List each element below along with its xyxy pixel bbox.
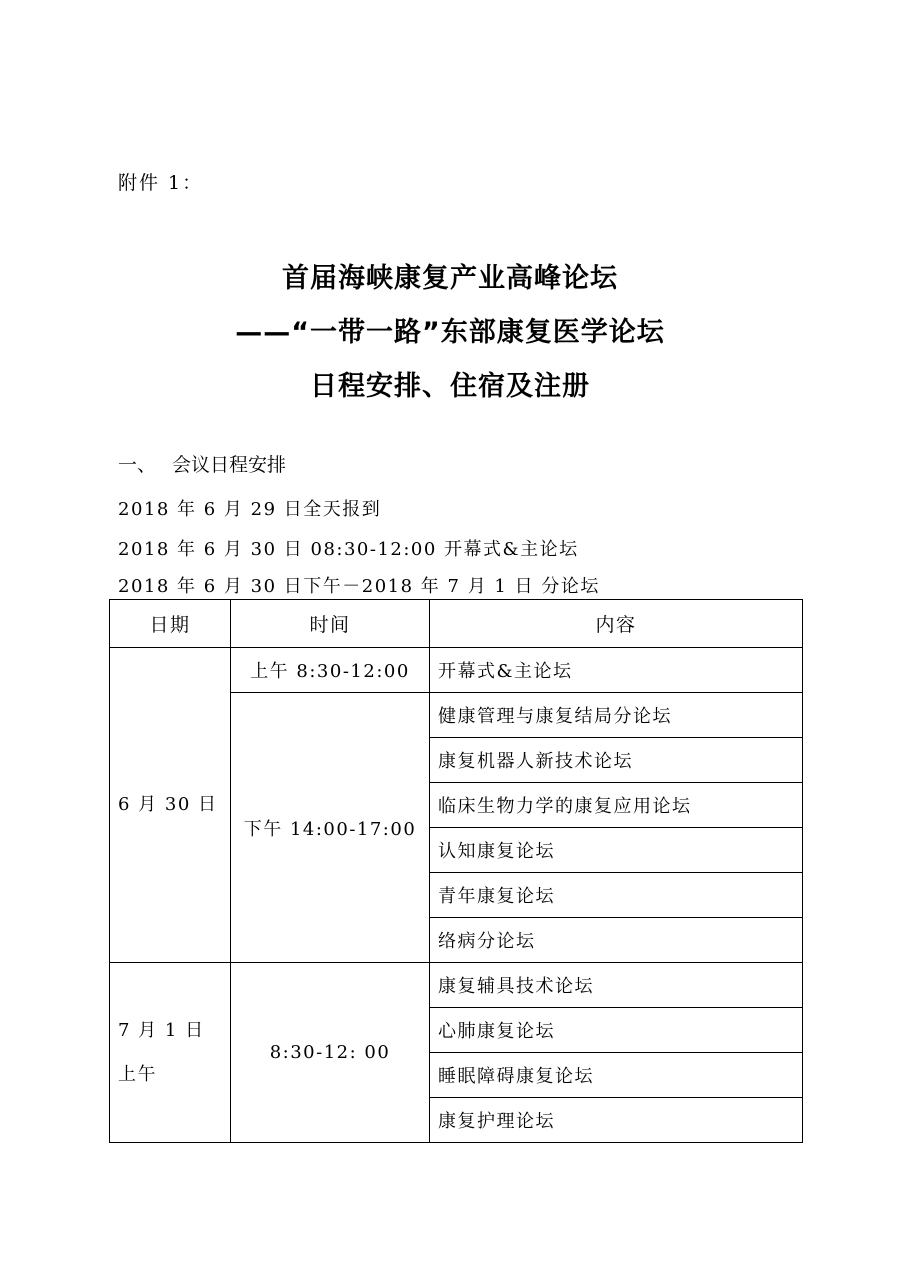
table-row	[110, 648, 803, 693]
document-title	[0, 252, 900, 414]
day1-morning-time: 上午 8:30-12:00	[231, 648, 430, 693]
title-line-1: 首届海峡康复产业高峰论坛	[282, 263, 618, 294]
forum-item: 认知康复论坛	[430, 828, 803, 873]
schedule-line-opening: 2018 年 6 月 30 日 08:30-12:00 开幕式&主论坛	[118, 539, 579, 560]
section-heading	[118, 450, 286, 477]
forum-item: 青年康复论坛	[430, 873, 803, 918]
day2-date: 7 月 1 日上午	[110, 963, 231, 1143]
day1-morning-content: 开幕式&主论坛	[430, 648, 803, 693]
section-number: 一、	[118, 454, 157, 476]
forum-item: 睡眠障碍康复论坛	[430, 1053, 803, 1098]
day1-afternoon-time: 下午 14:00-17:00	[231, 693, 430, 963]
forum-item: 临床生物力学的康复应用论坛	[430, 783, 803, 828]
title-line-3: 日程安排、住宿及注册	[310, 371, 590, 402]
forum-item: 络病分论坛	[430, 918, 803, 963]
forum-item: 康复护理论坛	[430, 1098, 803, 1143]
schedule-line-registration: 2018 年 6 月 29 日全天报到	[118, 499, 382, 520]
title-line-2: ——“一带一路”东部康复医学论坛	[235, 317, 665, 348]
header-date: 日期	[110, 600, 231, 648]
header-time: 时间	[231, 600, 430, 648]
forum-item: 健康管理与康复结局分论坛	[430, 693, 803, 738]
table-header-row	[110, 600, 803, 648]
schedule-line-subforums: 2018 年 6 月 30 日下午－2018 年 7 月 1 日 分论坛	[118, 576, 600, 597]
attachment-label: 附件 1：	[118, 172, 204, 194]
day2-time: 8:30-12: 00	[231, 963, 430, 1143]
forum-item: 心肺康复论坛	[430, 1008, 803, 1053]
table-row	[110, 963, 803, 1008]
schedule-table	[109, 599, 803, 1143]
header-content: 内容	[430, 600, 803, 648]
section-title: 会议日程安排	[172, 454, 287, 476]
forum-item: 康复辅具技术论坛	[430, 963, 803, 1008]
day1-date: 6 月 30 日	[110, 648, 231, 963]
forum-item: 康复机器人新技术论坛	[430, 738, 803, 783]
